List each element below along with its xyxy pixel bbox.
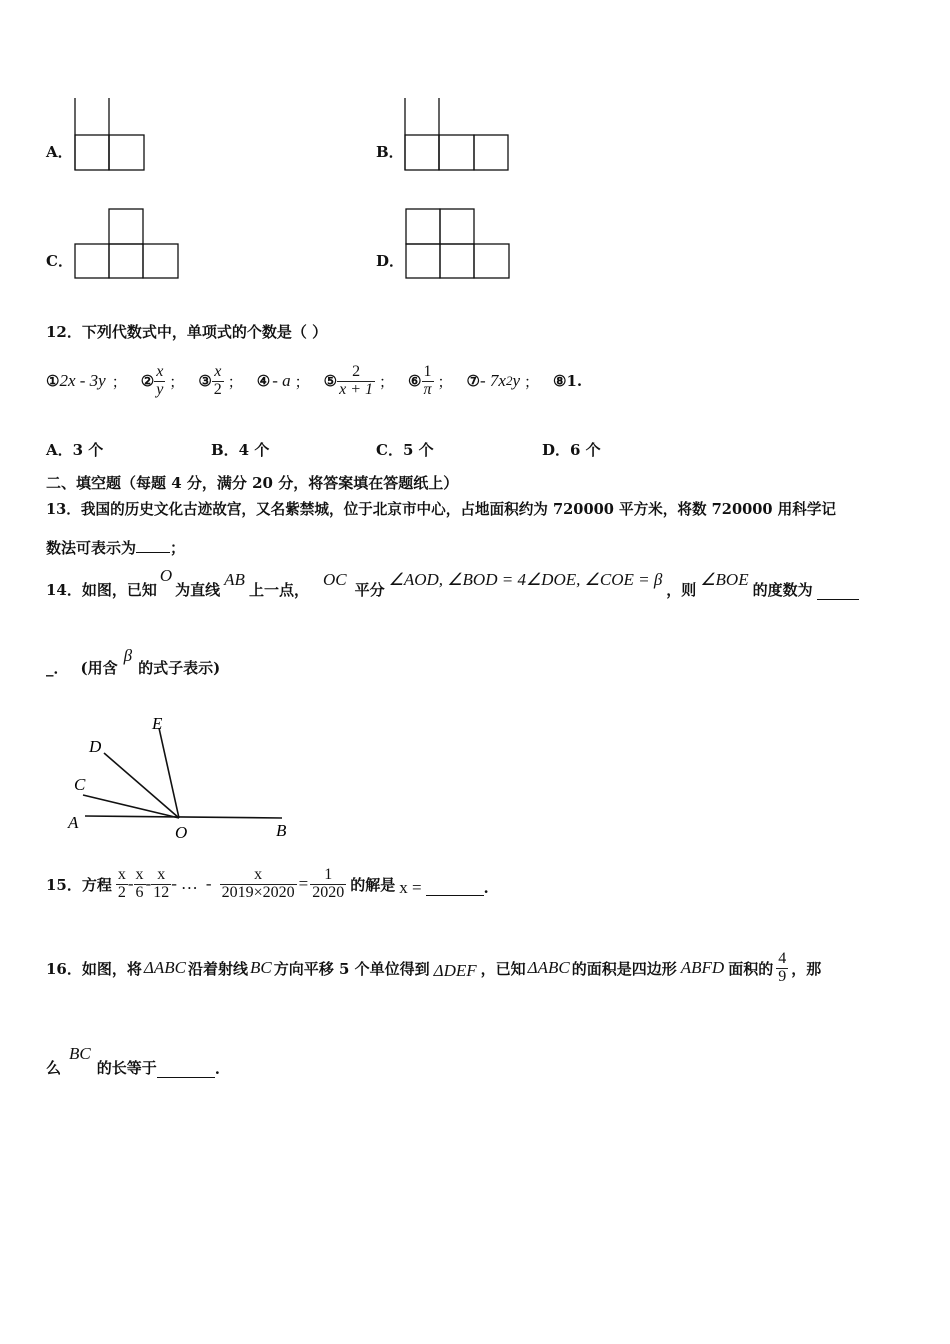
option-c-label: C．	[46, 252, 73, 270]
e6-mark: ⑥	[408, 372, 422, 390]
q12-choice-c: C．5 个	[376, 441, 434, 459]
q13-line2: 数法可表示为 ；	[46, 539, 186, 557]
option-a-label: A．	[46, 143, 73, 161]
e3-fraction: $\frac{x}{2}$	[213, 362, 222, 398]
option-b-figure	[400, 98, 512, 174]
q15-frac-3: $\frac{x}{12}$	[153, 865, 170, 901]
option-b-label: B．	[376, 143, 404, 161]
q16-line1: 16．如图，将 ΔABC 沿着射线 BC 方向平移 5 个单位得到 ΔDEF ，已知 ΔABC 的面积是四边形 ABFD 面积的 $\frac{4}{9}$ ，那	[46, 949, 822, 985]
e6-sep: ；	[437, 372, 453, 391]
ray-oe	[159, 728, 179, 818]
label-c: C	[74, 775, 86, 794]
q12-choice-b: B．4 个	[211, 441, 270, 459]
e2-sep: ；	[169, 372, 185, 391]
option-d-label: D．	[376, 252, 405, 270]
e1-sep: ；	[111, 372, 127, 391]
q13-line1: 13．我国的历史文化古迹故宫，又名紫禁城，位于北京市中心，占地面积约为 720000 平方米，将数 720000 用科学记	[46, 501, 837, 518]
q15-frac-1: $\frac{x}{2}$	[117, 865, 126, 901]
e5-fraction: $\frac{2}{x + 1}$	[339, 362, 374, 398]
q16-line2: 么 BC 的长等于 .	[46, 1044, 220, 1078]
angle-figure	[60, 708, 300, 844]
q12-choice-a: A．3 个	[46, 441, 104, 459]
e2-mark: ②	[140, 372, 155, 390]
q15-line: 15．方程 $\frac{x}{2}$ - $\frac{x}{6}$ - $\frac{x}{12}$ - … - $\frac{x}{2019\times 2020}$ = $\frac{1}{2020}$ 的解是 x = .	[46, 865, 489, 901]
e3-mark: ③	[198, 372, 212, 390]
e7-mark: ⑦	[466, 372, 480, 390]
q13-blank	[136, 538, 170, 553]
e2-fraction: $\frac{x}{y}$	[156, 362, 164, 398]
option-d-figure	[400, 206, 514, 282]
line-ab	[85, 816, 282, 818]
e8-expr: 1.	[566, 372, 583, 390]
e4-sep: ；	[294, 372, 310, 391]
section-title: 二、填空题（每题 4 分，满分 20 分，将答案填在答题纸上）	[46, 474, 459, 492]
e7-sep: ；	[524, 372, 540, 391]
e8-mark: ⑧	[553, 372, 567, 390]
q12-question: 12．下列代数式中，单项式的个数是（ ）	[46, 323, 328, 341]
q15-frac-5: $\frac{1}{2020}$	[312, 865, 345, 901]
label-o: O	[175, 823, 188, 842]
e7-expr-b: y	[512, 371, 520, 390]
e4-expr: - a	[272, 371, 291, 390]
label-b: B	[276, 821, 287, 840]
option-c-figure	[70, 206, 182, 282]
q12-expressions	[46, 358, 582, 404]
q14-blank	[817, 585, 859, 600]
q14-line1: 14．如图，已知 O 为直线 AB 上一点， OC 平分 ∠AOD, ∠BOD = 4∠DOE, ∠COE = β ，则 ∠BOE 的度数为	[46, 568, 859, 600]
e1-mark: ①	[46, 372, 60, 390]
label-a: A	[68, 813, 79, 832]
e7-sup: 2	[505, 373, 513, 388]
e5-sep: ；	[379, 372, 395, 391]
q15-frac-4: $\frac{x}{2019\times 2020}$	[221, 865, 295, 901]
q12-choice-d: D．6 个	[542, 441, 601, 459]
e5-mark: ⑤	[323, 372, 338, 390]
q16-fraction: $\frac{4}{9}$	[778, 949, 787, 985]
q16-blank	[157, 1063, 215, 1078]
option-a-figure	[70, 98, 150, 174]
q14-line2: _． (用含 β 的式子表示)	[46, 646, 221, 677]
q15-frac-2: $\frac{x}{6}$	[135, 865, 144, 901]
e7-expr-a: - 7x	[479, 371, 506, 390]
label-d: D	[89, 737, 102, 756]
q15-blank	[426, 881, 484, 896]
e1-expr: 2x - 3y	[59, 371, 106, 390]
label-e: E	[152, 714, 163, 733]
e4-mark: ④	[256, 372, 271, 390]
e6-fraction: $\frac{1}{\pi}$	[423, 362, 432, 398]
e3-sep: ；	[227, 372, 243, 391]
